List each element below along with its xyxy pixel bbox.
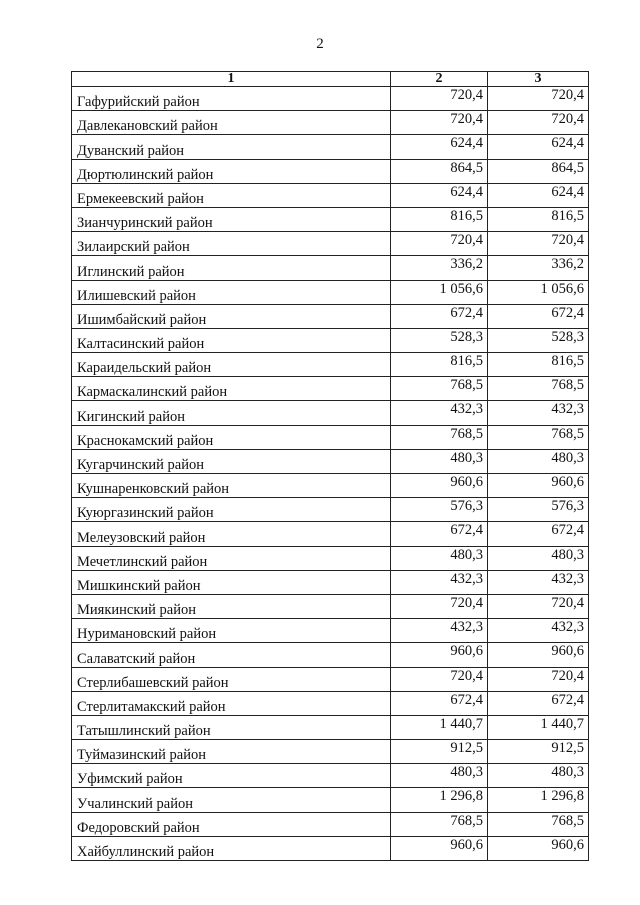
value-cell-col3: 576,3 <box>488 498 589 522</box>
value-cell-col2: 912,5 <box>391 740 488 764</box>
value-cell-col2: 960,6 <box>391 836 488 860</box>
table-row <box>72 812 589 836</box>
column-header-2: 2 <box>391 72 488 87</box>
table-row <box>72 111 589 135</box>
value-cell-col3: 672,4 <box>488 304 589 328</box>
value-cell-col2: 480,3 <box>391 546 488 570</box>
table-header-row <box>72 72 589 87</box>
table-row <box>72 522 589 546</box>
table-row <box>72 425 589 449</box>
table-row <box>72 401 589 425</box>
table-row <box>72 328 589 352</box>
value-cell-col2: 720,4 <box>391 111 488 135</box>
district-name-cell: Туймазинский район <box>72 740 391 764</box>
value-cell-col2: 1 440,7 <box>391 715 488 739</box>
value-cell-col3: 624,4 <box>488 183 589 207</box>
table-row <box>72 280 589 304</box>
value-cell-col2: 624,4 <box>391 183 488 207</box>
column-header-3: 3 <box>488 72 589 87</box>
table-row <box>72 183 589 207</box>
value-cell-col2: 864,5 <box>391 159 488 183</box>
district-name-cell: Калтасинский район <box>72 328 391 352</box>
value-cell-col2: 672,4 <box>391 691 488 715</box>
value-cell-col3: 768,5 <box>488 377 589 401</box>
district-name-cell: Ишимбайский район <box>72 304 391 328</box>
value-cell-col2: 432,3 <box>391 570 488 594</box>
table-row <box>72 474 589 498</box>
district-name-cell: Караидельский район <box>72 353 391 377</box>
district-name-cell: Куюргазинский район <box>72 498 391 522</box>
value-cell-col2: 720,4 <box>391 667 488 691</box>
value-cell-col2: 960,6 <box>391 643 488 667</box>
table-row <box>72 87 589 111</box>
district-name-cell: Ермекеевский район <box>72 183 391 207</box>
table-row <box>72 207 589 231</box>
value-cell-col3: 480,3 <box>488 764 589 788</box>
district-name-cell: Краснокамский район <box>72 425 391 449</box>
table-row <box>72 135 589 159</box>
value-cell-col3: 1 296,8 <box>488 788 589 812</box>
table-row <box>72 764 589 788</box>
table-row <box>72 788 589 812</box>
value-cell-col3: 432,3 <box>488 619 589 643</box>
table-row <box>72 691 589 715</box>
table-row <box>72 449 589 473</box>
table-row <box>72 546 589 570</box>
district-name-cell: Уфимский район <box>72 764 391 788</box>
district-name-cell: Зианчуринский район <box>72 207 391 231</box>
value-cell-col2: 672,4 <box>391 304 488 328</box>
value-cell-col2: 672,4 <box>391 522 488 546</box>
value-cell-col3: 1 440,7 <box>488 715 589 739</box>
table-row <box>72 667 589 691</box>
district-name-cell: Дюртюлинский район <box>72 159 391 183</box>
district-table <box>71 71 589 861</box>
value-cell-col3: 864,5 <box>488 159 589 183</box>
district-name-cell: Стерлитамакский район <box>72 691 391 715</box>
table-row <box>72 353 589 377</box>
district-name-cell: Хайбуллинский район <box>72 836 391 860</box>
value-cell-col2: 816,5 <box>391 207 488 231</box>
value-cell-col3: 816,5 <box>488 207 589 231</box>
value-cell-col3: 768,5 <box>488 425 589 449</box>
value-cell-col3: 672,4 <box>488 522 589 546</box>
district-name-cell: Мелеузовский район <box>72 522 391 546</box>
value-cell-col2: 768,5 <box>391 812 488 836</box>
table-row <box>72 740 589 764</box>
district-name-cell: Нуримановский район <box>72 619 391 643</box>
value-cell-col3: 720,4 <box>488 87 589 111</box>
district-name-cell: Дуванский район <box>72 135 391 159</box>
value-cell-col3: 672,4 <box>488 691 589 715</box>
value-cell-col2: 720,4 <box>391 594 488 618</box>
table-row <box>72 643 589 667</box>
value-cell-col3: 480,3 <box>488 546 589 570</box>
value-cell-col2: 768,5 <box>391 425 488 449</box>
district-name-cell: Учалинский район <box>72 788 391 812</box>
value-cell-col2: 1 056,6 <box>391 280 488 304</box>
table-row <box>72 232 589 256</box>
table-row <box>72 377 589 401</box>
table-row <box>72 594 589 618</box>
value-cell-col2: 720,4 <box>391 232 488 256</box>
table-body <box>72 87 589 861</box>
value-cell-col3: 768,5 <box>488 812 589 836</box>
table-row <box>72 498 589 522</box>
district-name-cell: Иглинский район <box>72 256 391 280</box>
value-cell-col3: 336,2 <box>488 256 589 280</box>
value-cell-col2: 768,5 <box>391 377 488 401</box>
table-row <box>72 256 589 280</box>
value-cell-col2: 576,3 <box>391 498 488 522</box>
value-cell-col3: 720,4 <box>488 111 589 135</box>
value-cell-col2: 720,4 <box>391 87 488 111</box>
column-header-1: 1 <box>72 72 391 87</box>
district-name-cell: Кушнаренковский район <box>72 474 391 498</box>
value-cell-col2: 432,3 <box>391 619 488 643</box>
district-name-cell: Татышлинский район <box>72 715 391 739</box>
value-cell-col3: 960,6 <box>488 474 589 498</box>
district-name-cell: Кармаскалинский район <box>72 377 391 401</box>
value-cell-col2: 480,3 <box>391 764 488 788</box>
table-row <box>72 304 589 328</box>
table-row <box>72 836 589 860</box>
value-cell-col3: 480,3 <box>488 449 589 473</box>
district-name-cell: Кигинский район <box>72 401 391 425</box>
value-cell-col2: 816,5 <box>391 353 488 377</box>
value-cell-col3: 960,6 <box>488 643 589 667</box>
table-row <box>72 619 589 643</box>
district-name-cell: Мишкинский район <box>72 570 391 594</box>
district-name-cell: Илишевский район <box>72 280 391 304</box>
value-cell-col3: 432,3 <box>488 401 589 425</box>
table-row <box>72 159 589 183</box>
value-cell-col2: 624,4 <box>391 135 488 159</box>
value-cell-col2: 1 296,8 <box>391 788 488 812</box>
page-number: 2 <box>316 36 324 52</box>
district-name-cell: Давлекановский район <box>72 111 391 135</box>
value-cell-col2: 960,6 <box>391 474 488 498</box>
value-cell-col2: 528,3 <box>391 328 488 352</box>
district-name-cell: Федоровский район <box>72 812 391 836</box>
value-cell-col2: 432,3 <box>391 401 488 425</box>
value-cell-col3: 816,5 <box>488 353 589 377</box>
district-name-cell: Салаватский район <box>72 643 391 667</box>
value-cell-col3: 1 056,6 <box>488 280 589 304</box>
value-cell-col2: 480,3 <box>391 449 488 473</box>
table-row <box>72 570 589 594</box>
district-name-cell: Стерлибашевский район <box>72 667 391 691</box>
value-cell-col3: 720,4 <box>488 667 589 691</box>
value-cell-col3: 624,4 <box>488 135 589 159</box>
value-cell-col3: 720,4 <box>488 232 589 256</box>
value-cell-col3: 720,4 <box>488 594 589 618</box>
value-cell-col3: 528,3 <box>488 328 589 352</box>
district-name-cell: Зилаирский район <box>72 232 391 256</box>
value-cell-col3: 912,5 <box>488 740 589 764</box>
value-cell-col2: 336,2 <box>391 256 488 280</box>
value-cell-col3: 960,6 <box>488 836 589 860</box>
value-cell-col3: 432,3 <box>488 570 589 594</box>
district-name-cell: Мечетлинский район <box>72 546 391 570</box>
table-row <box>72 715 589 739</box>
district-name-cell: Миякинский район <box>72 594 391 618</box>
district-name-cell: Кугарчинский район <box>72 449 391 473</box>
district-name-cell: Гафурийский район <box>72 87 391 111</box>
